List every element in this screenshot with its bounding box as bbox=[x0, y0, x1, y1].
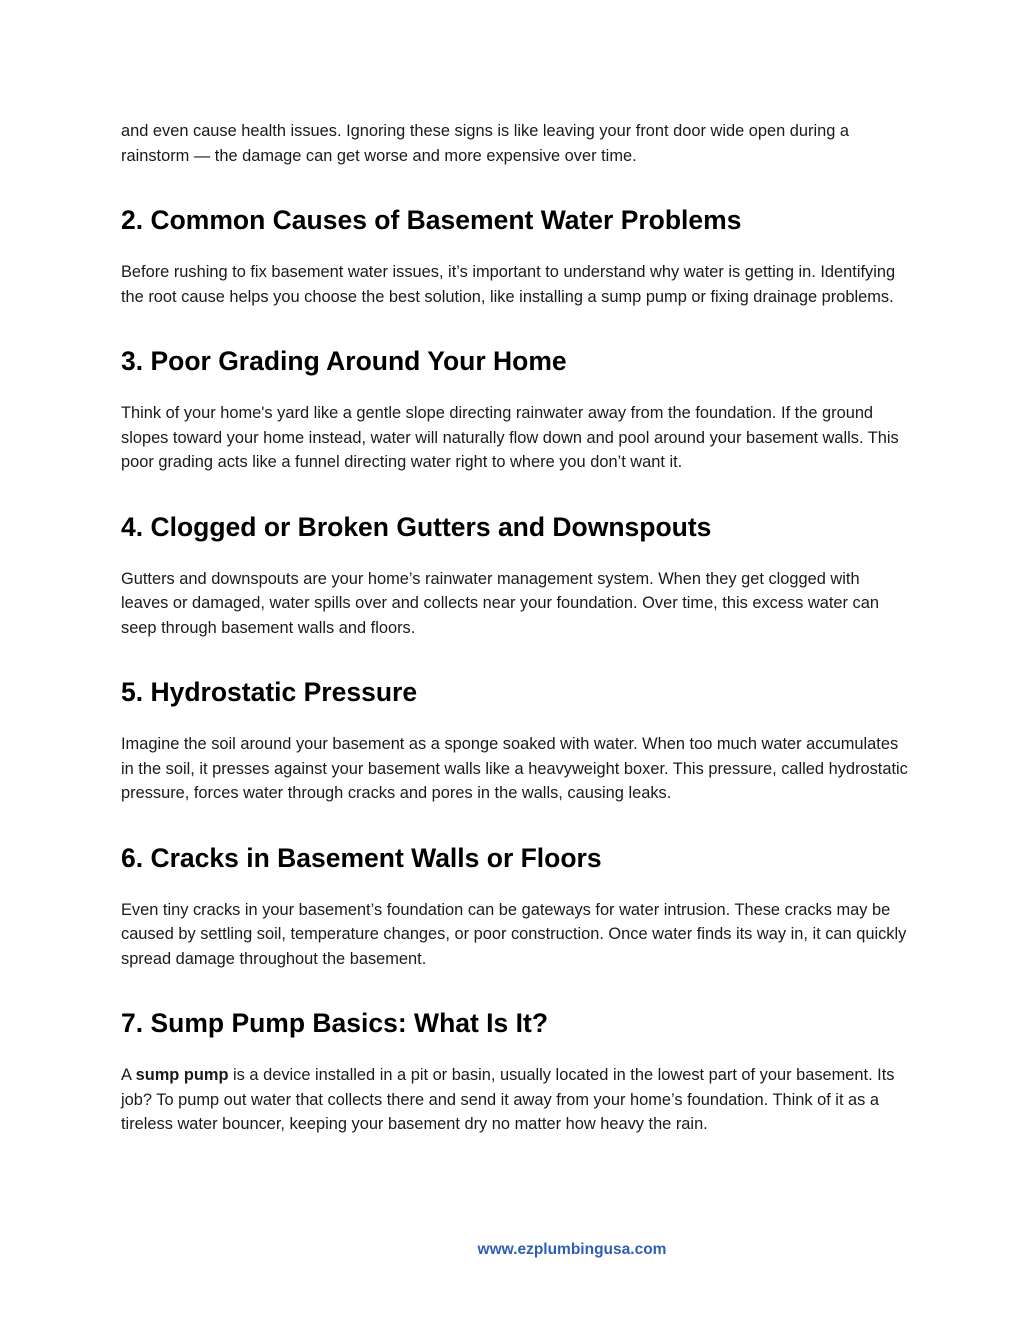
document-page bbox=[121, 119, 911, 1137]
section-paragraph bbox=[121, 1063, 911, 1137]
section-hydrostatic bbox=[121, 676, 911, 806]
paragraph-text: A bbox=[121, 1066, 136, 1084]
section-heading: 5. Hydrostatic Pressure bbox=[121, 677, 418, 707]
section-paragraph: Before rushing to fix basement water issues, it’s important to understand why water is getting in. Identifying the root cause helps you choose the best solution, like installing a sump pump or fixing drainage problems. bbox=[121, 263, 896, 306]
section-heading: 4. Clogged or Broken Gutters and Downspouts bbox=[121, 511, 712, 542]
paragraph-text: is a device installed in a pit or basin, usually located in the lowest part of your basement. Its job? To pump out water that collects there and send it away from your home’s foundation. Think of it as a tireless water bouncer, keeping your basement dry no matter how heavy the rain. bbox=[121, 1066, 895, 1133]
section-paragraph: Imagine the soil around your basement as a sponge soaked with water. When too much water accumulates in the soil, it presses against your basement walls like a heavyweight boxer. This pressure, called hydrostatic pressure, forces water through cracks and pores in the walls, causing leaks. bbox=[121, 735, 908, 802]
section-sump-pump bbox=[121, 1007, 911, 1137]
section-paragraph: Gutters and downspouts are your home’s rainwater management system. When they get clogged with leaves or damaged, water spills over and collects near your foundation. Over time, this excess water can seep through basement walls and floors. bbox=[121, 569, 879, 637]
section-heading: 7. Sump Pump Basics: What Is It? bbox=[121, 1008, 549, 1038]
section-gutters bbox=[121, 511, 911, 641]
section-poor-grading bbox=[121, 345, 911, 475]
section-cracks bbox=[121, 842, 911, 972]
section-paragraph: Think of your home's yard like a gentle slope directing rainwater away from the foundation. If the ground slopes toward your home instead, water will naturally flow down and pool around your basement walls. This poor grading acts like a funnel directing water right to where you don’t want it. bbox=[121, 404, 899, 471]
bold-term: sump pump bbox=[135, 1066, 229, 1084]
section-heading: 3. Poor Grading Around Your Home bbox=[121, 346, 567, 376]
section-heading: 6. Cracks in Basement Walls or Floors bbox=[121, 842, 602, 873]
intro-paragraph: and even cause health issues. Ignoring these signs is like leaving your front door wide open during a rainstorm — the damage can get worse and more expensive over time. bbox=[121, 122, 850, 165]
footer-website-link[interactable]: www.ezplumbingusa.com bbox=[477, 1241, 667, 1258]
section-heading: 2. Common Causes of Basement Water Problems bbox=[121, 205, 742, 235]
section-paragraph: Even tiny cracks in your basement’s foundation can be gateways for water intrusion. These cracks may be caused by settling soil, temperature changes, or poor construction. Once water finds its way in, it can quickly spread damage throughout the basement. bbox=[121, 900, 907, 968]
section-common-causes bbox=[121, 204, 911, 309]
